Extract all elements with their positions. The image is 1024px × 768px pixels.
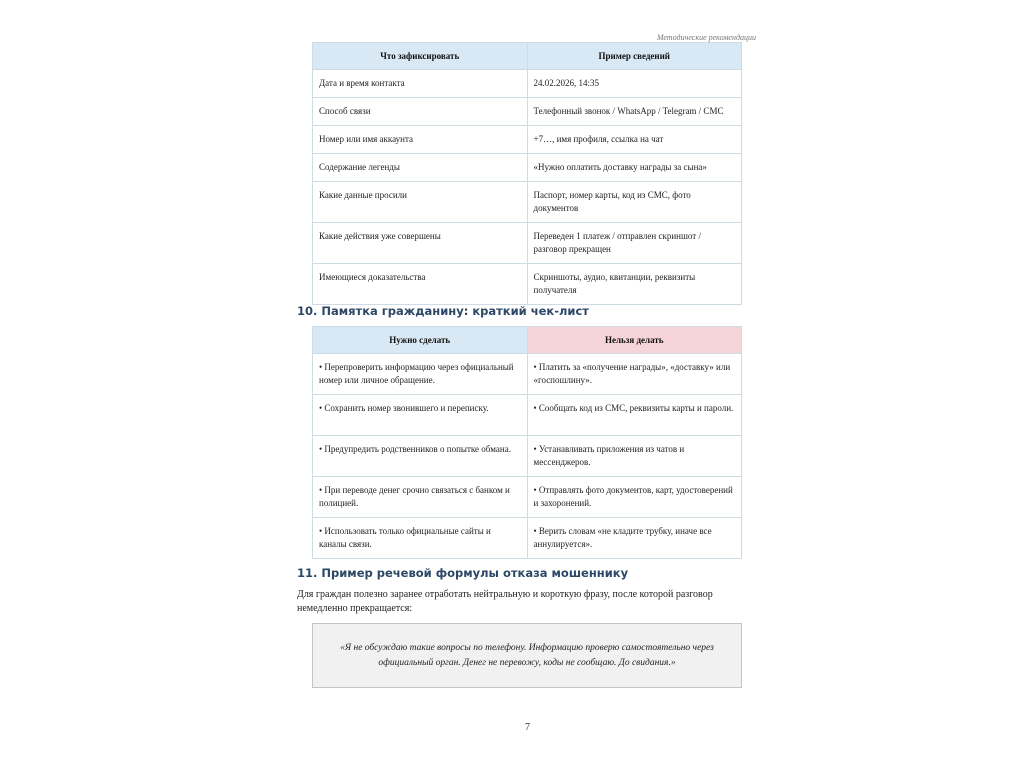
table-row — [313, 354, 742, 395]
table-cell: +7…, имя профиля, ссылка на чат — [527, 126, 742, 154]
table-row — [313, 477, 742, 518]
table-header-row — [313, 43, 742, 70]
table-row — [313, 395, 742, 436]
page-number: 7 — [525, 722, 530, 733]
table-cell: • При переводе денег срочно связаться с банком и полицией. — [313, 477, 528, 518]
checklist-table — [312, 326, 742, 559]
table-row — [313, 98, 742, 126]
table-row — [313, 223, 742, 264]
running-header: Методические рекомендации — [656, 33, 756, 42]
section-heading: 10. Памятка гражданину: краткий чек-лист — [297, 304, 589, 318]
table-cell: • Перепроверить информацию через официальный номер или личное обращение. — [313, 354, 528, 395]
column-header: Пример сведений — [527, 43, 742, 70]
table-row — [313, 264, 742, 305]
table-cell: Способ связи — [313, 98, 528, 126]
table-cell: • Платить за «получение награды», «доставку» или «госпошлину». — [527, 354, 742, 395]
table-cell: Телефонный звонок / WhatsApp / Telegram / СМС — [527, 98, 742, 126]
table-cell: Содержание легенды — [313, 154, 528, 182]
table-cell: Какие действия уже совершены — [313, 223, 528, 264]
table-cell: Переведен 1 платеж / отправлен скриншот / разговор прекращен — [527, 223, 742, 264]
table-cell: • Устанавливать приложения из чатов и мессенджеров. — [527, 436, 742, 477]
table-cell: Имеющиеся доказательства — [313, 264, 528, 305]
table-row — [313, 436, 742, 477]
table-row — [313, 182, 742, 223]
table-cell: Какие данные просили — [313, 182, 528, 223]
table-cell: • Использовать только официальные сайты и каналы связи. — [313, 518, 528, 559]
table-cell: Номер или имя аккаунта — [313, 126, 528, 154]
table-cell: «Нужно оплатить доставку награды за сына» — [527, 154, 742, 182]
table-cell: • Сообщать код из СМС, реквизиты карты и пароли. — [527, 395, 742, 436]
column-header-do: Нужно сделать — [313, 327, 528, 354]
table-cell: • Верить словам «не кладите трубку, иначе все аннулируется». — [527, 518, 742, 559]
table-cell: • Предупредить родственников о попытке обмана. — [313, 436, 528, 477]
table-cell: • Сохранить номер звонившего и переписку. — [313, 395, 528, 436]
table-cell: 24.02.2026, 14:35 — [527, 70, 742, 98]
table-row — [313, 70, 742, 98]
table-cell: • Отправлять фото документов, карт, удостоверений и захоронений. — [527, 477, 742, 518]
table-cell: Паспорт, номер карты, код из СМС, фото документов — [527, 182, 742, 223]
table-row — [313, 518, 742, 559]
table-header-row — [313, 327, 742, 354]
table-row — [313, 126, 742, 154]
table-cell: Скриншоты, аудио, квитанции, реквизиты получателя — [527, 264, 742, 305]
section-heading: 11. Пример речевой формулы отказа мошеннику — [297, 566, 629, 580]
quote-text: «Я не обсуждаю такие вопросы по телефону. Информацию проверю самостоятельно через официальный орган. Денег не перевожу, коды не сообщаю. До свидания.» — [340, 642, 714, 668]
column-header: Что зафиксировать — [313, 43, 528, 70]
column-header-dont: Нельзя делать — [527, 327, 742, 354]
quote-box — [312, 623, 742, 688]
table-cell: Дата и время контакта — [313, 70, 528, 98]
body-paragraph: Для граждан полезно заранее отработать нейтральную и короткую фразу, после которой разговор немедленно прекращается: — [297, 589, 713, 614]
record-table — [312, 42, 742, 305]
table-row — [313, 154, 742, 182]
